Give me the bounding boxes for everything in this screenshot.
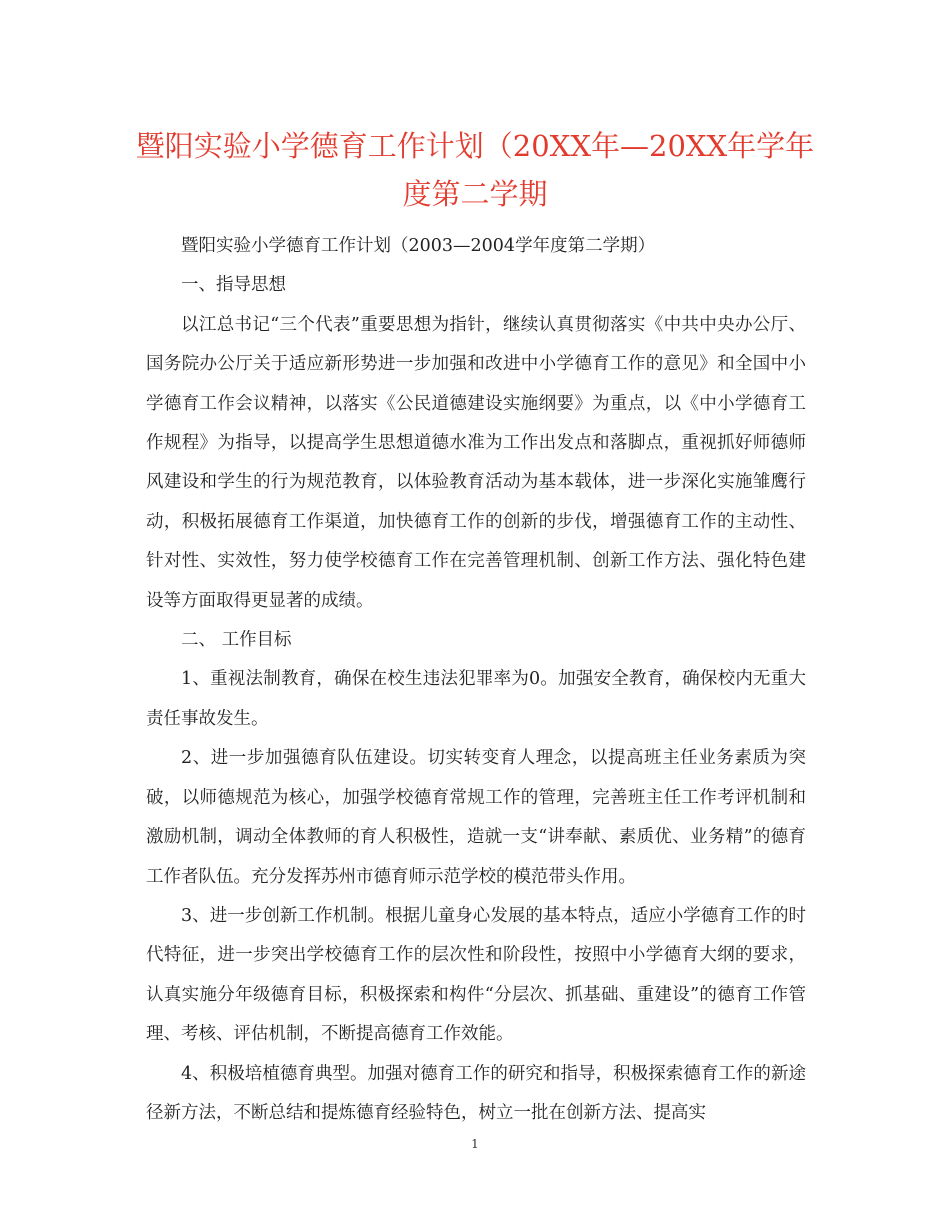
section-heading-guiding-ideology: 一、指导思想 bbox=[181, 275, 286, 296]
document-body bbox=[146, 227, 806, 1133]
paragraph-heading-line: 暨阳实验小学德育工作计划（2003—2004学年度第二学期） bbox=[181, 236, 656, 256]
document-title: 暨阳实验小学德育工作计划（20XX年—20XX年学年度第二学期 bbox=[135, 129, 815, 211]
section-heading-work-goals: 二、 工作目标 bbox=[181, 630, 292, 651]
paragraph-goal-2: 2、进一步加强德育队伍建设。切实转变育人理念，以提高班主任业务素质为突破，以师德规范为核心，加强学校德育常规工作的管理，完善班主任工作考评机制和激励机制，调动全体教师的育人积极性，造就一支“讲奉献、素质优、业务精”的德育工作者队伍。充分发挥苏州市德育师示范学校的模范带头作用。 bbox=[146, 748, 806, 887]
page-number: 1 bbox=[471, 1137, 479, 1151]
paragraph-goal-3: 3、进一步创新工作机制。根据儿童身心发展的基本特点，适应小学德育工作的时代特征，进一步突出学校德育工作的层次性和阶段性，按照中小学德育大纲的要求，认真实施分年级德育目标，积极探索和构件“分层次、抓基础、重建设”的德育工作管理、考核、评估机制，不断提高德育工作效能。 bbox=[146, 905, 806, 1045]
paragraph-goal-4: 4、积极培植德育典型。加强对德育工作的研究和指导，积极探索德育工作的新途径新方法，不断总结和提炼德育经验特色，树立一批在创新方法、提高实 bbox=[146, 1063, 806, 1123]
paragraph-goal-1: 1、重视法制教育，确保在校生违法犯罪率为0。加强安全教育，确保校内无重大责任事故发生。 bbox=[146, 669, 806, 729]
paragraph-guiding-ideology: 以江总书记“三个代表”重要思想为指针，继续认真贯彻落实《中共中央办公厅、国务院办公厅关于适应新形势进一步加强和改进中小学德育工作的意见》和全国中小学德育工作会议精神，以落实《公民道德建设实施纲要》为重点，以《中小学德育工作规程》为指导，以提高学生思想道德水准为工作出发点和落脚点，重视抓好师德师风建设和学生的行为规范教育，以体验教育活动为基本载体，进一步深化实施雏鹰行动，积极拓展德育工作渠道，加快德育工作的创新的步伐，增强德育工作的主动性、针对性、实效性，努力使学校德育工作在完善管理机制、创新工作方法、强化特色建设等方面取得更显著的成绩。 bbox=[146, 314, 806, 611]
